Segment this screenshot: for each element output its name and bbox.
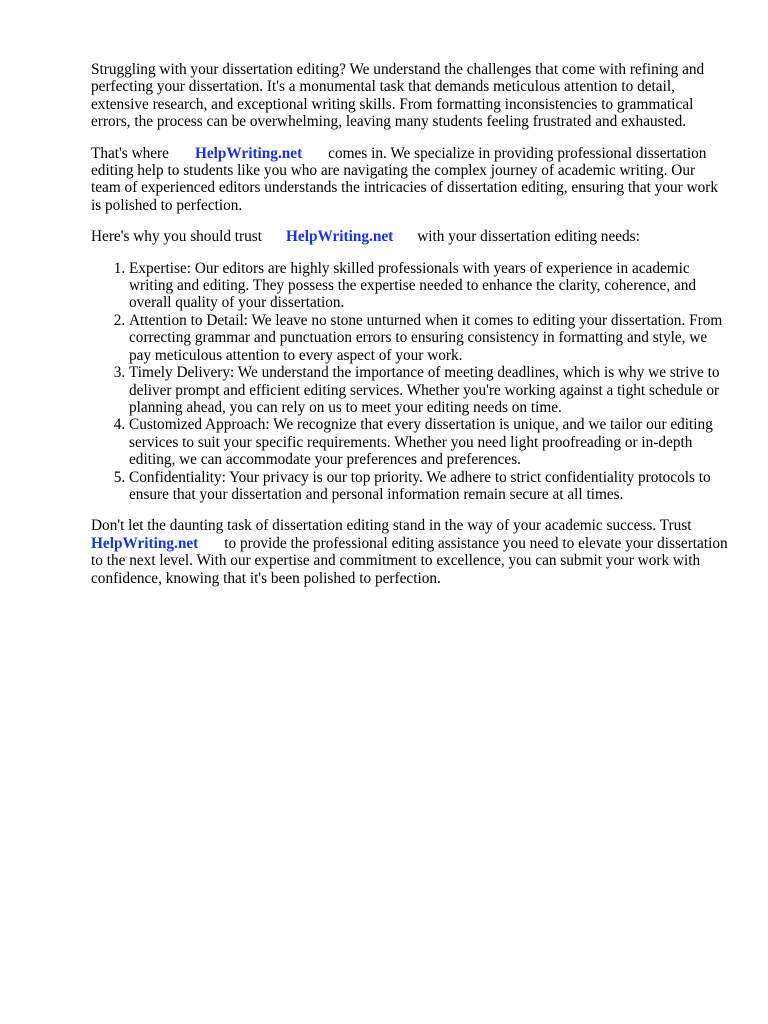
trust-heading-paragraph (91, 228, 728, 245)
service-intro-body: comes in. We specialize in providing professional dissertation editing help to students like you who are navigating the complex journey of academic writing. Our team of experienced editors understands the intricacies of dissertation editing, ensuring that your work is polished to perfection. (91, 144, 718, 214)
helpwriting-link[interactable]: HelpWriting.net (194, 144, 303, 162)
closing-paragraph (91, 517, 728, 587)
trust-heading-lead: Here's why you should trust (91, 228, 263, 246)
helpwriting-link[interactable]: HelpWriting.net (286, 228, 394, 246)
trust-heading-tail: with your dissertation editing needs: (417, 228, 640, 246)
list-item: 5. Confidentiality: Your privacy is our top priority. We adhere to strict confidentiality protocols to ensure that your dissertation and personal information remain secure at all times. (129, 469, 728, 504)
list-item: 3. Timely Delivery: We understand the importance of meeting deadlines, which is why we strive to deliver prompt and efficient editing services. Whether you're working against a tight schedule or planning ahead, you can rely on us to meet your editing needs on time. (129, 364, 728, 416)
intro-paragraph: Struggling with your dissertation editing? We understand the challenges that come with refining and perfecting your dissertation. It's a monumental task that demands meticulous attention to detail, extensive research, and exceptional writing skills. From formatting inconsistencies to grammatical errors, the process can be overwhelming, leaving many students feeling frustrated and exhausted. (91, 61, 705, 131)
closing-body: to provide the professional editing assistance you need to elevate your dissertation to the next level. With our expertise and commitment to excellence, you can submit your work with confidence, knowing that it's been polished to perfection. (91, 534, 728, 587)
service-intro-lead: That's where (91, 144, 169, 162)
list-item: 2. Attention to Detail: We leave no stone unturned when it comes to editing your dissertation. From correcting grammar and punctuation errors to ensuring consistency in formatting and style, we pay meticulous attention to every aspect of your work. (129, 312, 728, 364)
reasons-list (91, 260, 728, 504)
closing-lead: Don't let the daunting task of dissertation editing stand in the way of your academic success. Trust (91, 517, 692, 535)
helpwriting-link[interactable]: HelpWriting.net (91, 534, 199, 552)
list-item: 1. Expertise: Our editors are highly skilled professionals with years of experience in academic writing and editing. They possess the expertise needed to enhance the clarity, coherence, and overall quality of your dissertation. (129, 260, 728, 312)
service-intro-paragraph (91, 145, 728, 215)
list-item: 4. Customized Approach: We recognize that every dissertation is unique, and we tailor our editing services to suit your specific requirements. Whether you need light proofreading or in-depth editing, we can accommodate your preferences and preferences. (129, 416, 728, 468)
